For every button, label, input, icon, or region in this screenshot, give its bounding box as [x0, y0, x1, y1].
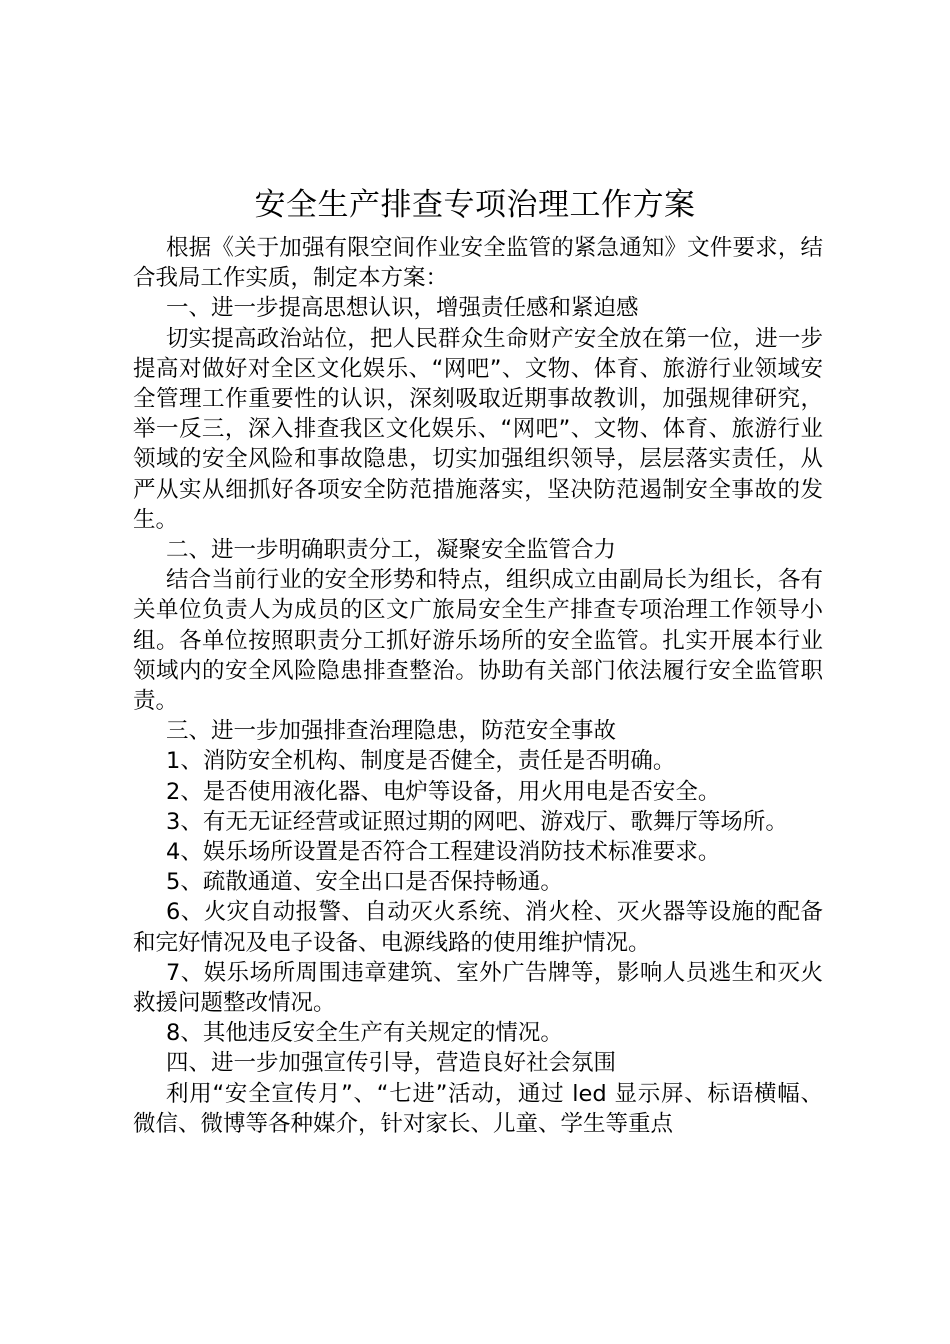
checklist-item-1: 1、消防安全机构、制度是否健全，责任是否明确。 — [166, 748, 676, 775]
checklist-item-3: 3、有无无证经营或证照过期的网吧、游戏厅、歌舞厅等场所。 — [166, 808, 788, 835]
section-1-paragraph: 切实提高政治站位，把人民群众生命财产安全放在第一位，进一步提高对做好对全区文化娱乐、“网吧”、文物、体育、旅游行业领域安全管理工作重要性的认识，深刻吸取近期事故教训，加强规律研究，举一反三，深入排查我区文化娱乐、“网吧”、文物、体育、旅游行业领域的安全风险和事故隐患，切实加强组织领导，层层落实责任，从严从实从细抓好各项安全防范措施落实，坚决防范遏制安全事故的发生。 — [133, 325, 823, 533]
checklist-item-5: 5、疏散通道、安全出口是否保持畅通。 — [166, 869, 563, 896]
checklist-item-6: 6、火灾自动报警、自动灭火系统、消火栓、灭火器等设施的配备和完好情况及电子设备、电源线路的使用维护情况。 — [133, 899, 823, 956]
section-heading-3: 三、进一步加强排查治理隐患，防范安全事故 — [166, 718, 617, 745]
checklist-item-8: 8、其他违反安全生产有关规定的情况。 — [166, 1020, 563, 1047]
checklist-item-7: 7、娱乐场所周围违章建筑、室外广告牌等，影响人员逃生和灭火救援问题整改情况。 — [133, 959, 823, 1017]
section-heading-2: 二、进一步明确职责分工，凝聚安全监管合力 — [166, 537, 617, 564]
document-title: 安全生产排查专项治理工作方案 — [254, 187, 696, 223]
document-body — [133, 233, 823, 1139]
section-4-paragraph: 利用“安全宣传月”、“七进”活动，通过 led 显示屏、标语横幅、微信、微博等各种媒介，针对家长、儿童、学生等重点 — [133, 1080, 823, 1137]
section-2-paragraph: 结合当前行业的安全形势和特点，组织成立由副局长为组长，各有关单位负责人为成员的区文广旅局安全生产排查专项治理工作领导小组。各单位按照职责分工抓好游乐场所的安全监管。扎实开展本行业领域内的安全风险隐患排查整治。协助有关部门依法履行安全监管职责。 — [133, 567, 823, 715]
section-heading-1: 一、进一步提高思想认识，增强责任感和紧迫感 — [166, 295, 639, 322]
section-heading-4: 四、进一步加强宣传引导，营造良好社会氛围 — [166, 1050, 617, 1077]
checklist-item-4: 4、娱乐场所设置是否符合工程建设消防技术标准要求。 — [166, 839, 721, 866]
intro-paragraph: 根据《关于加强有限空间作业安全监管的紧急通知》文件要求，结合我局工作实质，制定本方案： — [133, 235, 823, 292]
checklist-item-2: 2、是否使用液化器、电炉等设备，用火用电是否安全。 — [166, 778, 721, 805]
